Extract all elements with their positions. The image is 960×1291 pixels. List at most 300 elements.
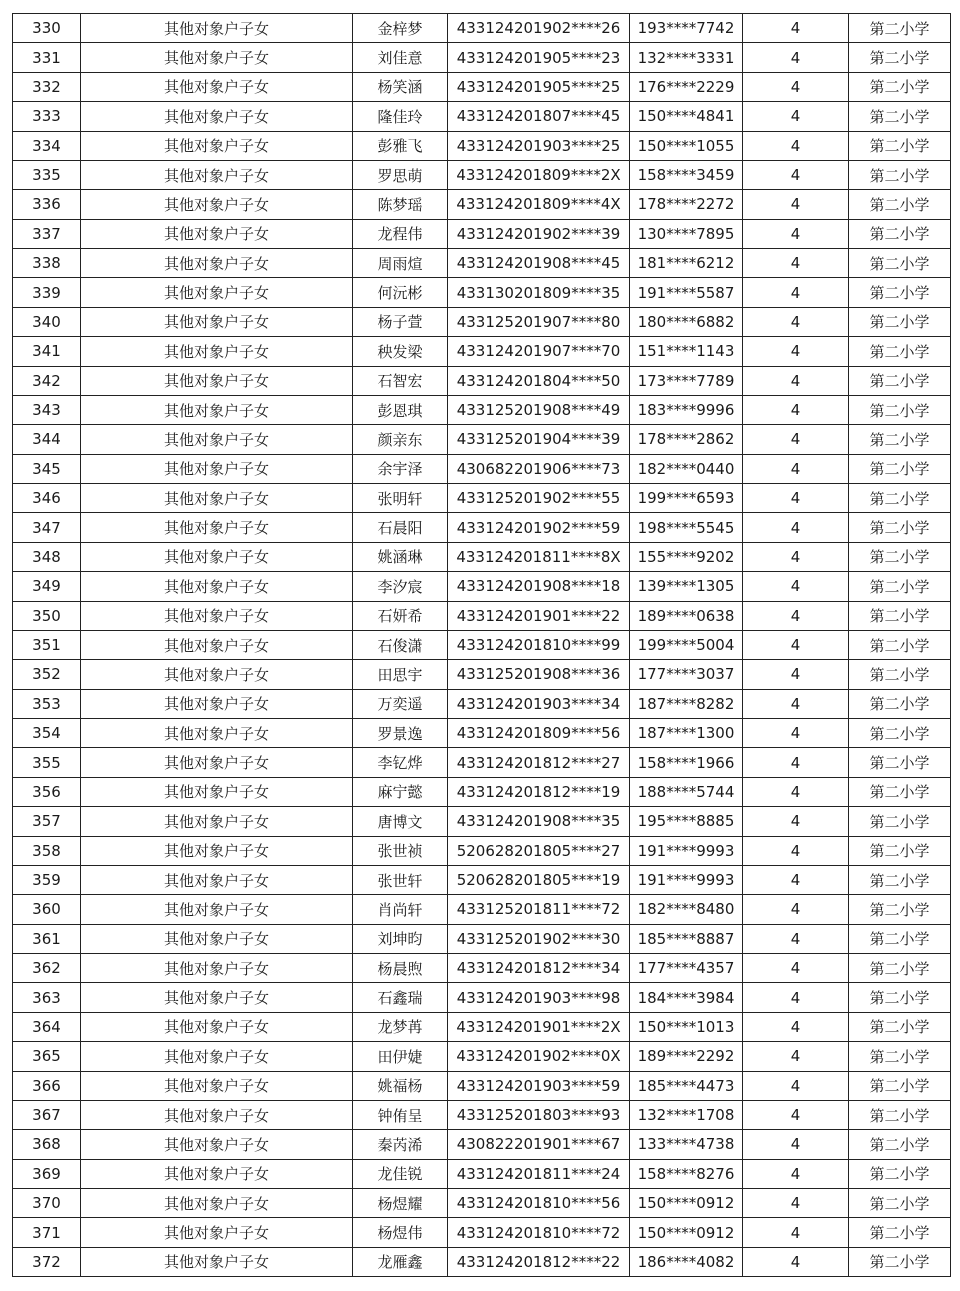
- student-name-cell: 刘佳意: [353, 43, 448, 72]
- student-name-cell: 麻宁懿: [353, 777, 448, 806]
- category-cell: 其他对象户子女: [81, 72, 353, 101]
- school-cell: 第二小学: [849, 983, 951, 1012]
- grade-cell: 4: [743, 1247, 849, 1276]
- student-name-cell: 李汐宸: [353, 572, 448, 601]
- category-cell: 其他对象户子女: [81, 513, 353, 542]
- category-cell: 其他对象户子女: [81, 425, 353, 454]
- id-number-cell: 433124201908****18: [448, 572, 630, 601]
- student-name-cell: 龙佳锐: [353, 1159, 448, 1188]
- table-row: [13, 513, 951, 542]
- student-name-cell: 杨煜耀: [353, 1189, 448, 1218]
- id-number-cell: 433124201810****72: [448, 1218, 630, 1247]
- table-row: [13, 865, 951, 894]
- id-number-cell: 433124201807****45: [448, 102, 630, 131]
- phone-cell: 151****1143: [630, 337, 743, 366]
- category-cell: 其他对象户子女: [81, 572, 353, 601]
- id-number-cell: 433124201903****98: [448, 983, 630, 1012]
- id-number-cell: 433124201907****70: [448, 337, 630, 366]
- school-cell: 第二小学: [849, 72, 951, 101]
- school-cell: 第二小学: [849, 160, 951, 189]
- phone-cell: 132****1708: [630, 1100, 743, 1129]
- phone-cell: 191****9993: [630, 836, 743, 865]
- category-cell: 其他对象户子女: [81, 630, 353, 659]
- table-row: [13, 307, 951, 336]
- school-cell: 第二小学: [849, 131, 951, 160]
- school-cell: 第二小学: [849, 601, 951, 630]
- table-row: [13, 1247, 951, 1276]
- phone-cell: 155****9202: [630, 542, 743, 571]
- table-row: [13, 1218, 951, 1247]
- student-name-cell: 周雨煊: [353, 249, 448, 278]
- phone-cell: 185****8887: [630, 924, 743, 953]
- student-name-cell: 石鑫瑞: [353, 983, 448, 1012]
- student-name-cell: 张世轩: [353, 865, 448, 894]
- phone-cell: 158****8276: [630, 1159, 743, 1188]
- table-row: [13, 14, 951, 43]
- grade-cell: 4: [743, 630, 849, 659]
- table-row: [13, 924, 951, 953]
- grade-cell: 4: [743, 1130, 849, 1159]
- grade-cell: 4: [743, 43, 849, 72]
- id-number-cell: 433124201902****0X: [448, 1042, 630, 1071]
- id-number-cell: 433125201908****49: [448, 395, 630, 424]
- student-name-cell: 秦芮浠: [353, 1130, 448, 1159]
- grade-cell: 4: [743, 307, 849, 336]
- table-row: [13, 43, 951, 72]
- table-row: [13, 1189, 951, 1218]
- table-row: [13, 689, 951, 718]
- id-number-cell: 433124201811****24: [448, 1159, 630, 1188]
- phone-cell: 193****7742: [630, 14, 743, 43]
- student-name-cell: 杨笑涵: [353, 72, 448, 101]
- phone-cell: 199****5004: [630, 630, 743, 659]
- id-number-cell: 433124201901****2X: [448, 1012, 630, 1041]
- grade-cell: 4: [743, 983, 849, 1012]
- phone-cell: 183****9996: [630, 395, 743, 424]
- table-row: [13, 1071, 951, 1100]
- table-row: [13, 102, 951, 131]
- table-row: [13, 72, 951, 101]
- table-row: [13, 219, 951, 248]
- table-row: [13, 601, 951, 630]
- student-name-cell: 颜亲东: [353, 425, 448, 454]
- phone-cell: 132****3331: [630, 43, 743, 72]
- school-cell: 第二小学: [849, 1100, 951, 1129]
- student-name-cell: 肖尚轩: [353, 895, 448, 924]
- grade-cell: 4: [743, 542, 849, 571]
- grade-cell: 4: [743, 924, 849, 953]
- id-number-cell: 433124201810****99: [448, 630, 630, 659]
- row-number-cell: 355: [13, 748, 81, 777]
- phone-cell: 199****6593: [630, 484, 743, 513]
- grade-cell: 4: [743, 807, 849, 836]
- student-name-cell: 李钇烨: [353, 748, 448, 777]
- category-cell: 其他对象户子女: [81, 14, 353, 43]
- id-number-cell: 520628201805****27: [448, 836, 630, 865]
- student-name-cell: 龙程伟: [353, 219, 448, 248]
- student-name-cell: 钟侑呈: [353, 1100, 448, 1129]
- school-cell: 第二小学: [849, 1130, 951, 1159]
- school-cell: 第二小学: [849, 954, 951, 983]
- enrollment-table: [12, 13, 951, 1277]
- row-number-cell: 349: [13, 572, 81, 601]
- school-cell: 第二小学: [849, 102, 951, 131]
- row-number-cell: 348: [13, 542, 81, 571]
- school-cell: 第二小学: [849, 219, 951, 248]
- table-row: [13, 190, 951, 219]
- student-name-cell: 石晨阳: [353, 513, 448, 542]
- row-number-cell: 370: [13, 1189, 81, 1218]
- id-number-cell: 433125201803****93: [448, 1100, 630, 1129]
- category-cell: 其他对象户子女: [81, 131, 353, 160]
- row-number-cell: 363: [13, 983, 81, 1012]
- table-row: [13, 777, 951, 806]
- id-number-cell: 433124201903****34: [448, 689, 630, 718]
- table-row: [13, 807, 951, 836]
- school-cell: 第二小学: [849, 454, 951, 483]
- id-number-cell: 433124201908****35: [448, 807, 630, 836]
- category-cell: 其他对象户子女: [81, 1159, 353, 1188]
- school-cell: 第二小学: [849, 777, 951, 806]
- id-number-cell: 433124201809****56: [448, 719, 630, 748]
- school-cell: 第二小学: [849, 719, 951, 748]
- table-row: [13, 983, 951, 1012]
- category-cell: 其他对象户子女: [81, 895, 353, 924]
- phone-cell: 133****4738: [630, 1130, 743, 1159]
- school-cell: 第二小学: [849, 895, 951, 924]
- grade-cell: 4: [743, 954, 849, 983]
- student-name-cell: 张世祯: [353, 836, 448, 865]
- category-cell: 其他对象户子女: [81, 777, 353, 806]
- student-name-cell: 杨晨煦: [353, 954, 448, 983]
- category-cell: 其他对象户子女: [81, 190, 353, 219]
- table-row: [13, 719, 951, 748]
- student-name-cell: 张明轩: [353, 484, 448, 513]
- phone-cell: 178****2862: [630, 425, 743, 454]
- grade-cell: 4: [743, 131, 849, 160]
- row-number-cell: 360: [13, 895, 81, 924]
- phone-cell: 176****2229: [630, 72, 743, 101]
- grade-cell: 4: [743, 102, 849, 131]
- category-cell: 其他对象户子女: [81, 1218, 353, 1247]
- category-cell: 其他对象户子女: [81, 366, 353, 395]
- row-number-cell: 337: [13, 219, 81, 248]
- category-cell: 其他对象户子女: [81, 983, 353, 1012]
- student-name-cell: 秧发梁: [353, 337, 448, 366]
- category-cell: 其他对象户子女: [81, 249, 353, 278]
- id-number-cell: 433124201812****22: [448, 1247, 630, 1276]
- school-cell: 第二小学: [849, 1189, 951, 1218]
- grade-cell: 4: [743, 777, 849, 806]
- category-cell: 其他对象户子女: [81, 542, 353, 571]
- student-name-cell: 石俊潇: [353, 630, 448, 659]
- grade-cell: 4: [743, 72, 849, 101]
- student-name-cell: 陈梦瑶: [353, 190, 448, 219]
- grade-cell: 4: [743, 1012, 849, 1041]
- id-number-cell: 433125201908****36: [448, 660, 630, 689]
- phone-cell: 191****5587: [630, 278, 743, 307]
- school-cell: 第二小学: [849, 1071, 951, 1100]
- school-cell: 第二小学: [849, 689, 951, 718]
- id-number-cell: 433124201812****27: [448, 748, 630, 777]
- category-cell: 其他对象户子女: [81, 719, 353, 748]
- category-cell: 其他对象户子女: [81, 1189, 353, 1218]
- grade-cell: 4: [743, 160, 849, 189]
- school-cell: 第二小学: [849, 542, 951, 571]
- row-number-cell: 350: [13, 601, 81, 630]
- grade-cell: 4: [743, 454, 849, 483]
- student-name-cell: 杨煜伟: [353, 1218, 448, 1247]
- student-name-cell: 彭恩琪: [353, 395, 448, 424]
- table-row: [13, 1130, 951, 1159]
- category-cell: 其他对象户子女: [81, 278, 353, 307]
- category-cell: 其他对象户子女: [81, 1100, 353, 1129]
- phone-cell: 185****4473: [630, 1071, 743, 1100]
- school-cell: 第二小学: [849, 278, 951, 307]
- id-number-cell: 433124201812****34: [448, 954, 630, 983]
- school-cell: 第二小学: [849, 1247, 951, 1276]
- table-row: [13, 249, 951, 278]
- id-number-cell: 433125201811****72: [448, 895, 630, 924]
- row-number-cell: 330: [13, 14, 81, 43]
- id-number-cell: 433125201902****55: [448, 484, 630, 513]
- school-cell: 第二小学: [849, 630, 951, 659]
- phone-cell: 158****3459: [630, 160, 743, 189]
- table-row: [13, 954, 951, 983]
- phone-cell: 139****1305: [630, 572, 743, 601]
- category-cell: 其他对象户子女: [81, 924, 353, 953]
- grade-cell: 4: [743, 1071, 849, 1100]
- table-row: [13, 1100, 951, 1129]
- row-number-cell: 364: [13, 1012, 81, 1041]
- table-row: [13, 1159, 951, 1188]
- row-number-cell: 344: [13, 425, 81, 454]
- student-name-cell: 姚涵琳: [353, 542, 448, 571]
- category-cell: 其他对象户子女: [81, 1071, 353, 1100]
- category-cell: 其他对象户子女: [81, 43, 353, 72]
- id-number-cell: 433124201811****8X: [448, 542, 630, 571]
- table-row: [13, 630, 951, 659]
- table-row: [13, 337, 951, 366]
- row-number-cell: 359: [13, 865, 81, 894]
- grade-cell: 4: [743, 249, 849, 278]
- student-name-cell: 石妍希: [353, 601, 448, 630]
- school-cell: 第二小学: [849, 425, 951, 454]
- id-number-cell: 433125201904****39: [448, 425, 630, 454]
- grade-cell: 4: [743, 660, 849, 689]
- grade-cell: 4: [743, 484, 849, 513]
- row-number-cell: 331: [13, 43, 81, 72]
- row-number-cell: 369: [13, 1159, 81, 1188]
- phone-cell: 150****1055: [630, 131, 743, 160]
- student-name-cell: 姚福杨: [353, 1071, 448, 1100]
- row-number-cell: 372: [13, 1247, 81, 1276]
- id-number-cell: 433124201903****59: [448, 1071, 630, 1100]
- category-cell: 其他对象户子女: [81, 160, 353, 189]
- row-number-cell: 345: [13, 454, 81, 483]
- grade-cell: 4: [743, 1042, 849, 1071]
- grade-cell: 4: [743, 278, 849, 307]
- student-name-cell: 田伊婕: [353, 1042, 448, 1071]
- id-number-cell: 433124201812****19: [448, 777, 630, 806]
- grade-cell: 4: [743, 572, 849, 601]
- category-cell: 其他对象户子女: [81, 1130, 353, 1159]
- grade-cell: 4: [743, 689, 849, 718]
- student-name-cell: 刘坤昀: [353, 924, 448, 953]
- grade-cell: 4: [743, 895, 849, 924]
- student-name-cell: 田思宇: [353, 660, 448, 689]
- id-number-cell: 433124201902****39: [448, 219, 630, 248]
- grade-cell: 4: [743, 1159, 849, 1188]
- table-row: [13, 542, 951, 571]
- category-cell: 其他对象户子女: [81, 1042, 353, 1071]
- row-number-cell: 367: [13, 1100, 81, 1129]
- category-cell: 其他对象户子女: [81, 337, 353, 366]
- phone-cell: 180****6882: [630, 307, 743, 336]
- student-name-cell: 杨子萱: [353, 307, 448, 336]
- school-cell: 第二小学: [849, 190, 951, 219]
- student-name-cell: 罗景逸: [353, 719, 448, 748]
- row-number-cell: 343: [13, 395, 81, 424]
- phone-cell: 184****3984: [630, 983, 743, 1012]
- table-body: [13, 14, 951, 1277]
- row-number-cell: 365: [13, 1042, 81, 1071]
- table-row: [13, 366, 951, 395]
- school-cell: 第二小学: [849, 1159, 951, 1188]
- school-cell: 第二小学: [849, 513, 951, 542]
- phone-cell: 150****1013: [630, 1012, 743, 1041]
- school-cell: 第二小学: [849, 748, 951, 777]
- student-name-cell: 金梓梦: [353, 14, 448, 43]
- row-number-cell: 339: [13, 278, 81, 307]
- category-cell: 其他对象户子女: [81, 395, 353, 424]
- row-number-cell: 356: [13, 777, 81, 806]
- grade-cell: 4: [743, 748, 849, 777]
- table-row: [13, 895, 951, 924]
- phone-cell: 130****7895: [630, 219, 743, 248]
- id-number-cell: 430822201901****67: [448, 1130, 630, 1159]
- grade-cell: 4: [743, 1218, 849, 1247]
- table-row: [13, 454, 951, 483]
- student-name-cell: 隆佳玲: [353, 102, 448, 131]
- table-row: [13, 1012, 951, 1041]
- phone-cell: 189****0638: [630, 601, 743, 630]
- id-number-cell: 433124201901****22: [448, 601, 630, 630]
- phone-cell: 150****4841: [630, 102, 743, 131]
- category-cell: 其他对象户子女: [81, 1247, 353, 1276]
- grade-cell: 4: [743, 219, 849, 248]
- id-number-cell: 433124201902****26: [448, 14, 630, 43]
- school-cell: 第二小学: [849, 660, 951, 689]
- school-cell: 第二小学: [849, 1012, 951, 1041]
- id-number-cell: 433124201809****4X: [448, 190, 630, 219]
- school-cell: 第二小学: [849, 366, 951, 395]
- category-cell: 其他对象户子女: [81, 307, 353, 336]
- grade-cell: 4: [743, 366, 849, 395]
- school-cell: 第二小学: [849, 395, 951, 424]
- category-cell: 其他对象户子女: [81, 748, 353, 777]
- id-number-cell: 433124201905****25: [448, 72, 630, 101]
- category-cell: 其他对象户子女: [81, 865, 353, 894]
- category-cell: 其他对象户子女: [81, 454, 353, 483]
- student-name-cell: 龙梦苒: [353, 1012, 448, 1041]
- phone-cell: 177****3037: [630, 660, 743, 689]
- row-number-cell: 347: [13, 513, 81, 542]
- category-cell: 其他对象户子女: [81, 807, 353, 836]
- school-cell: 第二小学: [849, 337, 951, 366]
- id-number-cell: 433125201907****80: [448, 307, 630, 336]
- student-name-cell: 彭雅飞: [353, 131, 448, 160]
- phone-cell: 182****0440: [630, 454, 743, 483]
- school-cell: 第二小学: [849, 1218, 951, 1247]
- row-number-cell: 357: [13, 807, 81, 836]
- id-number-cell: 433124201905****23: [448, 43, 630, 72]
- id-number-cell: 433130201809****35: [448, 278, 630, 307]
- student-name-cell: 万奕遥: [353, 689, 448, 718]
- phone-cell: 187****8282: [630, 689, 743, 718]
- school-cell: 第二小学: [849, 43, 951, 72]
- phone-cell: 150****0912: [630, 1218, 743, 1247]
- table-row: [13, 836, 951, 865]
- phone-cell: 177****4357: [630, 954, 743, 983]
- id-number-cell: 433124201903****25: [448, 131, 630, 160]
- table-row: [13, 278, 951, 307]
- row-number-cell: 334: [13, 131, 81, 160]
- id-number-cell: 433125201902****30: [448, 924, 630, 953]
- row-number-cell: 366: [13, 1071, 81, 1100]
- id-number-cell: 520628201805****19: [448, 865, 630, 894]
- row-number-cell: 358: [13, 836, 81, 865]
- id-number-cell: 433124201908****45: [448, 249, 630, 278]
- category-cell: 其他对象户子女: [81, 660, 353, 689]
- school-cell: 第二小学: [849, 484, 951, 513]
- category-cell: 其他对象户子女: [81, 689, 353, 718]
- row-number-cell: 361: [13, 924, 81, 953]
- id-number-cell: 433124201809****2X: [448, 160, 630, 189]
- row-number-cell: 335: [13, 160, 81, 189]
- grade-cell: 4: [743, 719, 849, 748]
- school-cell: 第二小学: [849, 249, 951, 278]
- grade-cell: 4: [743, 1100, 849, 1129]
- table-row: [13, 395, 951, 424]
- school-cell: 第二小学: [849, 307, 951, 336]
- school-cell: 第二小学: [849, 924, 951, 953]
- phone-cell: 158****1966: [630, 748, 743, 777]
- row-number-cell: 353: [13, 689, 81, 718]
- category-cell: 其他对象户子女: [81, 836, 353, 865]
- school-cell: 第二小学: [849, 14, 951, 43]
- row-number-cell: 338: [13, 249, 81, 278]
- row-number-cell: 362: [13, 954, 81, 983]
- phone-cell: 181****6212: [630, 249, 743, 278]
- phone-cell: 178****2272: [630, 190, 743, 219]
- row-number-cell: 346: [13, 484, 81, 513]
- row-number-cell: 341: [13, 337, 81, 366]
- row-number-cell: 333: [13, 102, 81, 131]
- school-cell: 第二小学: [849, 836, 951, 865]
- phone-cell: 189****2292: [630, 1042, 743, 1071]
- student-name-cell: 唐博文: [353, 807, 448, 836]
- phone-cell: 182****8480: [630, 895, 743, 924]
- category-cell: 其他对象户子女: [81, 954, 353, 983]
- phone-cell: 173****7789: [630, 366, 743, 395]
- table-row: [13, 160, 951, 189]
- row-number-cell: 340: [13, 307, 81, 336]
- grade-cell: 4: [743, 14, 849, 43]
- category-cell: 其他对象户子女: [81, 484, 353, 513]
- student-name-cell: 罗思萌: [353, 160, 448, 189]
- phone-cell: 191****9993: [630, 865, 743, 894]
